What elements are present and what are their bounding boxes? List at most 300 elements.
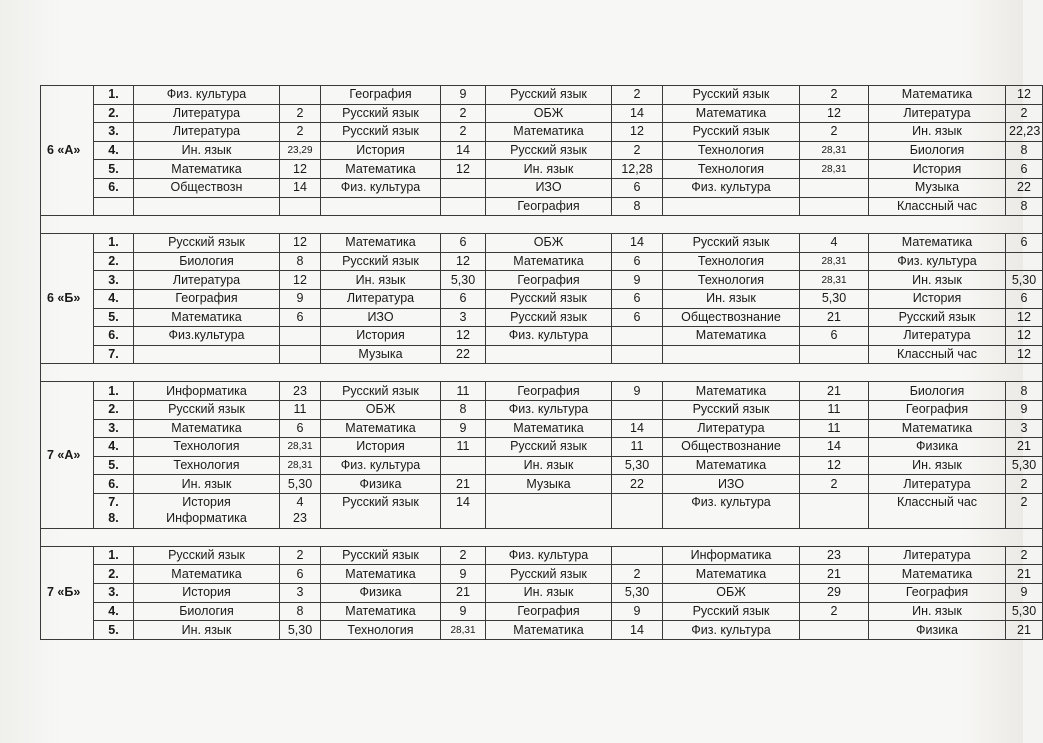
subject-cell: Музыка [321, 345, 441, 364]
subject-cell: Ин. язык [486, 160, 612, 179]
room-cell: 6 [441, 234, 486, 253]
room-cell: 2 [280, 546, 321, 565]
room-cell: 9 [1006, 584, 1043, 603]
class-name: 7 «А» [41, 382, 94, 529]
room-cell: 9 [441, 419, 486, 438]
subject-cell: Русский язык [321, 123, 441, 142]
room-cell: 14 [612, 419, 663, 438]
room-cell: 8 [441, 400, 486, 419]
lesson-number: 6. [94, 475, 134, 494]
subject-cell: Ин. язык [869, 123, 1006, 142]
room-cell: 5,30 [612, 584, 663, 603]
subject-cell [134, 197, 280, 216]
subject-cell: ОБЖ [321, 400, 441, 419]
subject-cell: Технология [321, 621, 441, 640]
subject-cell: Русский язык [663, 234, 800, 253]
lesson-number: 2. [94, 252, 134, 271]
subject-cell: Физ. культура [869, 252, 1006, 271]
subject-cell: Математика [486, 419, 612, 438]
lesson-number: 3. [94, 271, 134, 290]
room-cell [280, 345, 321, 364]
room-cell: 2 [280, 104, 321, 123]
room-cell: 28,31 [800, 271, 869, 290]
room-cell: 5,30 [1006, 602, 1043, 621]
room-cell: 6 [280, 308, 321, 327]
room-cell [441, 456, 486, 475]
room-cell: 2 [800, 123, 869, 142]
room-cell: 2 [612, 565, 663, 584]
subject-cell: ИЗО [663, 475, 800, 494]
subject-cell: Литература [663, 419, 800, 438]
subject-cell: Ин. язык [321, 271, 441, 290]
subject-cell: Ин. язык [663, 289, 800, 308]
room-cell: 5,30 [1006, 271, 1043, 290]
room-cell: 2 [1006, 493, 1043, 528]
subject-cell: Математика [134, 419, 280, 438]
room-cell: 6 [1006, 160, 1043, 179]
room-cell: 14 [800, 438, 869, 457]
room-cell: 5,30 [280, 621, 321, 640]
subject-cell: Музыка [486, 475, 612, 494]
subject-cell: Классный час [869, 197, 1006, 216]
subject-cell: История [321, 327, 441, 346]
subject-cell: История [869, 289, 1006, 308]
room-cell: 11 [441, 438, 486, 457]
room-cell: 6 [800, 327, 869, 346]
subject-cell [321, 197, 441, 216]
subject-cell: Математика [486, 621, 612, 640]
room-cell [612, 327, 663, 346]
room-cell: 28,31 [280, 456, 321, 475]
subject-cell: Биология [869, 141, 1006, 160]
room-cell: 12 [1006, 86, 1043, 105]
subject-cell [663, 197, 800, 216]
room-cell: 12 [800, 456, 869, 475]
subject-cell: Обществознание [663, 438, 800, 457]
subject-cell: Ин. язык [486, 584, 612, 603]
room-cell: 21 [800, 308, 869, 327]
room-cell: 9 [280, 289, 321, 308]
subject-cell: Математика [869, 419, 1006, 438]
subject-cell: Математика [663, 327, 800, 346]
subject-cell: Математика [134, 160, 280, 179]
room-line: 23 [293, 510, 307, 525]
subject-cell: Русский язык [486, 141, 612, 160]
subject-cell: Ин. язык [869, 602, 1006, 621]
table-row [41, 382, 1043, 401]
room-cell: 6 [612, 252, 663, 271]
table-row [41, 621, 1043, 640]
subject-cell: Ин. язык [134, 475, 280, 494]
room-cell: 9 [612, 271, 663, 290]
subject-line: История [182, 494, 231, 509]
room-cell: 9 [612, 382, 663, 401]
lesson-number: 5. [94, 456, 134, 475]
lesson-number: 3. [94, 584, 134, 603]
lesson-number: 4. [94, 602, 134, 621]
subject-cell: Русский язык [321, 546, 441, 565]
lesson-number: 1. [94, 546, 134, 565]
room-cell: 14 [612, 621, 663, 640]
subject-cell: География [869, 400, 1006, 419]
lesson-number: 2. [94, 400, 134, 419]
subject-cell [134, 493, 280, 528]
class-name: 6 «А» [41, 86, 94, 216]
room-cell: 9 [1006, 400, 1043, 419]
subject-cell: Физ. культура [663, 621, 800, 640]
separator-cell [41, 364, 1043, 382]
lesson-number: 1. [94, 382, 134, 401]
room-cell: 2 [612, 141, 663, 160]
subject-cell: Русский язык [663, 602, 800, 621]
table-row [41, 308, 1043, 327]
lesson-number: 4. [94, 438, 134, 457]
room-cell: 23 [800, 546, 869, 565]
room-cell: 14 [441, 141, 486, 160]
room-cell [280, 327, 321, 346]
room-cell: 2 [1006, 546, 1043, 565]
room-cell: 6 [612, 178, 663, 197]
subject-cell: Русский язык [486, 289, 612, 308]
room-cell: 12 [1006, 345, 1043, 364]
room-cell: 22 [612, 475, 663, 494]
lesson-number: 4. [94, 289, 134, 308]
subject-cell: Математика [663, 456, 800, 475]
separator-row [41, 528, 1043, 546]
room-cell: 12 [800, 104, 869, 123]
lesson-number [94, 197, 134, 216]
room-cell: 3 [1006, 419, 1043, 438]
table-row [41, 493, 1043, 528]
subject-line: Информатика [166, 510, 247, 525]
lesson-number: 2. [94, 104, 134, 123]
room-cell [441, 197, 486, 216]
lesson-number: 3. [94, 419, 134, 438]
room-cell: 2 [612, 86, 663, 105]
subject-cell: География [486, 197, 612, 216]
subject-cell: Русский язык [486, 438, 612, 457]
subject-cell: Физ. культура [486, 400, 612, 419]
subject-cell: Русский язык [486, 308, 612, 327]
room-cell: 8 [1006, 197, 1043, 216]
lesson-number: 5. [94, 160, 134, 179]
lesson-number: 6. [94, 327, 134, 346]
room-cell: 8 [1006, 382, 1043, 401]
subject-cell: Физика [869, 438, 1006, 457]
room-cell: 23 [280, 382, 321, 401]
room-cell: 21 [441, 584, 486, 603]
table-row [41, 160, 1043, 179]
room-cell: 6 [612, 289, 663, 308]
room-cell [612, 546, 663, 565]
room-cell: 5,30 [1006, 456, 1043, 475]
subject-cell: Математика [663, 104, 800, 123]
room-cell [280, 197, 321, 216]
subject-cell: Русский язык [134, 400, 280, 419]
room-cell: 5,30 [441, 271, 486, 290]
table-row [41, 419, 1043, 438]
room-cell: 2 [800, 86, 869, 105]
subject-cell: Обществознание [663, 308, 800, 327]
table-row [41, 86, 1043, 105]
room-cell: 11 [800, 419, 869, 438]
room-cell: 21 [441, 475, 486, 494]
subject-cell: ИЗО [486, 178, 612, 197]
room-cell [800, 345, 869, 364]
room-cell: 28,31 [280, 438, 321, 457]
lesson-number: 1. [94, 234, 134, 253]
room-cell: 14 [441, 493, 486, 528]
room-cell: 12,28 [612, 160, 663, 179]
room-cell: 2 [800, 475, 869, 494]
subject-cell: Русский язык [869, 308, 1006, 327]
table-row [41, 271, 1043, 290]
subject-cell: Русский язык [321, 104, 441, 123]
subject-cell: Биология [869, 382, 1006, 401]
subject-cell: География [321, 86, 441, 105]
room-cell: 6 [612, 308, 663, 327]
subject-cell: Информатика [663, 546, 800, 565]
subject-cell: Русский язык [486, 86, 612, 105]
room-cell: 12 [441, 327, 486, 346]
room-cell: 21 [800, 565, 869, 584]
room-cell: 28,31 [800, 160, 869, 179]
room-cell: 12 [280, 271, 321, 290]
room-cell: 12 [280, 160, 321, 179]
table-row [41, 123, 1043, 142]
subject-cell: Технология [663, 252, 800, 271]
subject-cell: Математика [663, 565, 800, 584]
table-row [41, 197, 1043, 216]
subject-cell: География [486, 382, 612, 401]
room-cell: 28,31 [441, 621, 486, 640]
subject-cell: Русский язык [134, 234, 280, 253]
lesson-number: 3. [94, 123, 134, 142]
room-cell: 8 [1006, 141, 1043, 160]
room-cell: 2 [800, 602, 869, 621]
subject-cell: География [486, 602, 612, 621]
lesson-number: 5. [94, 621, 134, 640]
subject-cell: Физика [321, 584, 441, 603]
class-name: 6 «Б» [41, 234, 94, 364]
room-cell: 21 [1006, 621, 1043, 640]
separator-cell [41, 216, 1043, 234]
subject-cell: Физ. культура [486, 327, 612, 346]
subject-cell: История [321, 141, 441, 160]
room-cell [800, 621, 869, 640]
subject-cell: ОБЖ [486, 104, 612, 123]
subject-cell: Ин. язык [869, 456, 1006, 475]
lesson-number [94, 493, 134, 528]
subject-cell: Технология [663, 271, 800, 290]
subject-cell: Русский язык [663, 400, 800, 419]
class-name: 7 «Б» [41, 546, 94, 639]
subject-cell: Русский язык [321, 382, 441, 401]
room-cell: 8 [280, 252, 321, 271]
room-cell: 12 [441, 252, 486, 271]
room-cell: 3 [280, 584, 321, 603]
subject-cell: Технология [134, 456, 280, 475]
schedule-body [41, 86, 1043, 640]
room-cell: 9 [441, 86, 486, 105]
room-cell [612, 400, 663, 419]
subject-cell: Технология [663, 160, 800, 179]
subject-cell: Математика [321, 160, 441, 179]
subject-cell: История [869, 160, 1006, 179]
separator-row [41, 364, 1043, 382]
room-cell: 5,30 [800, 289, 869, 308]
room-cell: 6 [441, 289, 486, 308]
room-cell: 11 [612, 438, 663, 457]
room-cell [612, 493, 663, 528]
room-cell: 6 [280, 419, 321, 438]
room-cell: 2 [441, 123, 486, 142]
room-cell: 11 [800, 400, 869, 419]
subject-cell: Технология [134, 438, 280, 457]
subject-cell: Физ. культура [321, 178, 441, 197]
subject-cell: Биология [134, 252, 280, 271]
subject-cell: Информатика [134, 382, 280, 401]
lesson-number: 2. [94, 565, 134, 584]
subject-cell: Математика [869, 234, 1006, 253]
room-cell: 22,23 [1006, 123, 1043, 142]
room-cell: 6 [280, 565, 321, 584]
room-cell: 22 [441, 345, 486, 364]
subject-cell: История [134, 584, 280, 603]
subject-cell: Физ.культура [134, 327, 280, 346]
subject-cell: Математика [869, 86, 1006, 105]
subject-cell: Русский язык [486, 565, 612, 584]
room-cell: 22 [1006, 178, 1043, 197]
table-row [41, 104, 1043, 123]
subject-cell: Ин. язык [134, 621, 280, 640]
room-cell: 5,30 [280, 475, 321, 494]
room-cell: 12 [441, 160, 486, 179]
subject-cell: География [486, 271, 612, 290]
table-row [41, 456, 1043, 475]
room-cell [800, 493, 869, 528]
subject-cell: Физика [869, 621, 1006, 640]
subject-cell: География [134, 289, 280, 308]
subject-cell: ОБЖ [663, 584, 800, 603]
subject-cell: Литература [869, 104, 1006, 123]
table-row [41, 475, 1043, 494]
room-cell: 14 [612, 104, 663, 123]
room-line: 4 [296, 494, 304, 509]
room-cell: 14 [280, 178, 321, 197]
subject-cell: Математика [134, 308, 280, 327]
subject-cell: Физика [321, 475, 441, 494]
table-row [41, 141, 1043, 160]
subject-cell [663, 345, 800, 364]
room-cell: 3 [441, 308, 486, 327]
room-cell: 2 [1006, 104, 1043, 123]
room-cell [800, 178, 869, 197]
lesson-number: 5. [94, 308, 134, 327]
subject-cell: Русский язык [663, 123, 800, 142]
subject-cell: Физ. культура [663, 493, 800, 528]
subject-cell: Математика [134, 565, 280, 584]
room-cell: 8 [612, 197, 663, 216]
room-cell: 2 [280, 123, 321, 142]
room-cell: 28,31 [800, 252, 869, 271]
room-cell: 9 [612, 602, 663, 621]
subject-cell: Обществозн [134, 178, 280, 197]
table-row [41, 178, 1043, 197]
subject-cell: Классный час [869, 493, 1006, 528]
subject-cell: Музыка [869, 178, 1006, 197]
subject-cell: Математика [486, 123, 612, 142]
subject-cell: Ин. язык [486, 456, 612, 475]
subject-cell: Математика [321, 602, 441, 621]
subject-cell: Литература [134, 104, 280, 123]
subject-cell [486, 493, 612, 528]
subject-cell: География [869, 584, 1006, 603]
subject-cell: Физ. культура [321, 456, 441, 475]
room-cell: 29 [800, 584, 869, 603]
room-cell: 23,29 [280, 141, 321, 160]
subject-cell: Математика [321, 234, 441, 253]
lesson-number: 4. [94, 141, 134, 160]
room-cell: 2 [441, 104, 486, 123]
subject-cell: Литература [134, 271, 280, 290]
subject-cell: Физ. культура [486, 546, 612, 565]
table-row [41, 602, 1043, 621]
table-row [41, 252, 1043, 271]
room-cell: 5,30 [612, 456, 663, 475]
room-cell: 12 [280, 234, 321, 253]
table-row [41, 289, 1043, 308]
subject-cell: Русский язык [663, 86, 800, 105]
subject-cell: Математика [663, 382, 800, 401]
room-cell: 12 [1006, 327, 1043, 346]
subject-cell: Русский язык [321, 493, 441, 528]
subject-cell: Литература [134, 123, 280, 142]
table-row [41, 565, 1043, 584]
room-cell: 12 [1006, 308, 1043, 327]
subject-cell: Математика [486, 252, 612, 271]
table-row [41, 234, 1043, 253]
room-cell: 4 [800, 234, 869, 253]
room-cell: 11 [280, 400, 321, 419]
room-cell [280, 86, 321, 105]
lesson-number: 7. [94, 345, 134, 364]
room-cell: 21 [1006, 565, 1043, 584]
separator-cell [41, 528, 1043, 546]
subject-cell: Физ. культура [663, 178, 800, 197]
subject-cell: Математика [321, 419, 441, 438]
room-cell: 6 [1006, 289, 1043, 308]
subject-cell: Классный час [869, 345, 1006, 364]
subject-cell: Математика [869, 565, 1006, 584]
room-cell: 6 [1006, 234, 1043, 253]
room-cell: 12 [612, 123, 663, 142]
subject-cell: Литература [869, 546, 1006, 565]
room-cell: 2 [1006, 475, 1043, 494]
room-cell [441, 178, 486, 197]
table-row [41, 546, 1043, 565]
subject-cell: Литература [869, 475, 1006, 494]
subject-cell: Ин. язык [134, 141, 280, 160]
separator-row [41, 216, 1043, 234]
room-cell: 21 [800, 382, 869, 401]
subject-cell: Литература [869, 327, 1006, 346]
lesson-number-line: 8. [108, 510, 119, 525]
subject-cell: ОБЖ [486, 234, 612, 253]
subject-cell: Физ. культура [134, 86, 280, 105]
lesson-number-line: 7. [108, 494, 119, 509]
room-cell [800, 197, 869, 216]
